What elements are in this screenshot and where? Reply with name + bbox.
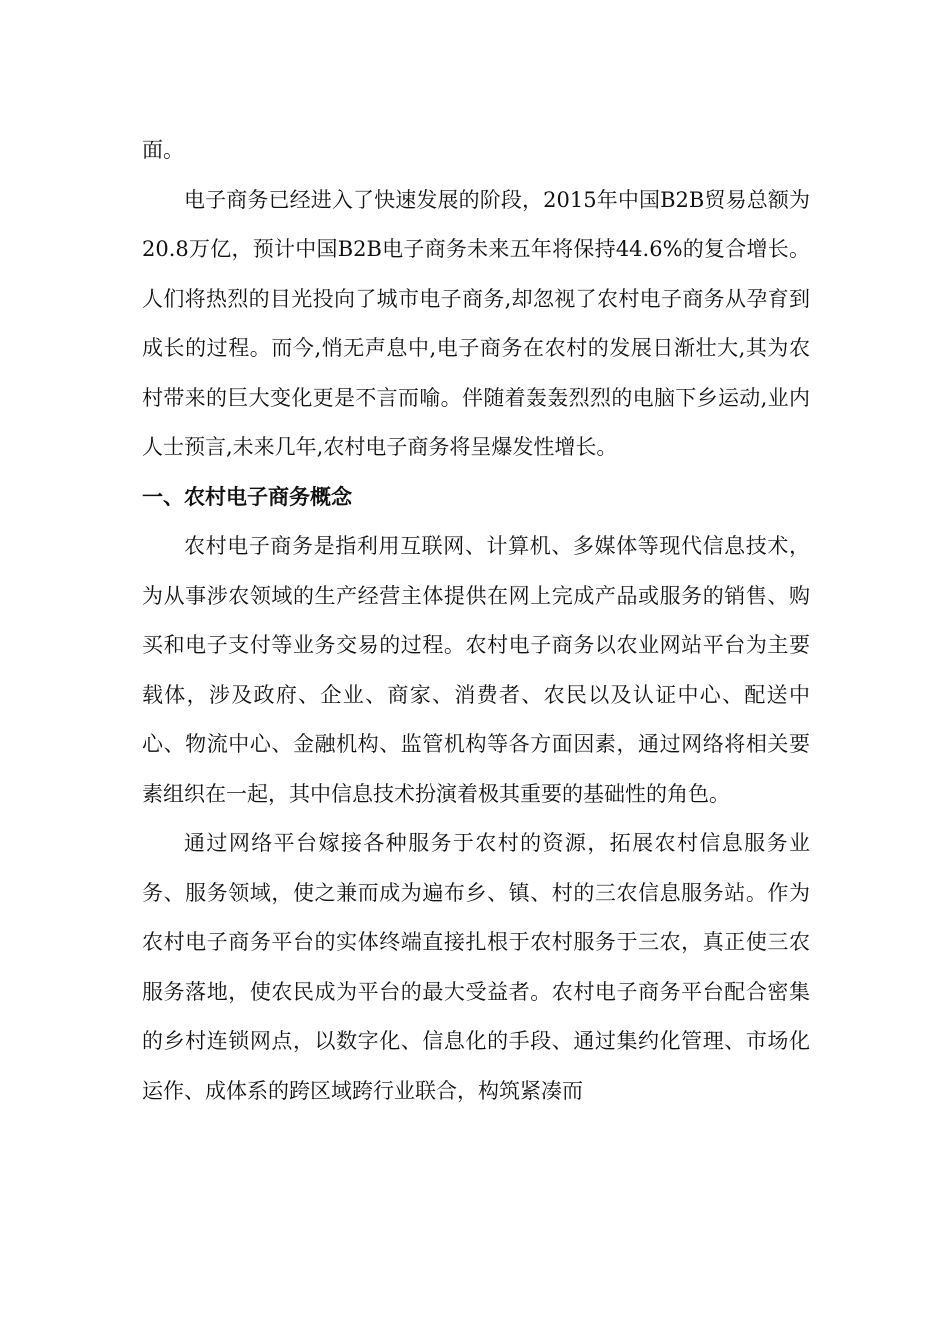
paragraph-ecommerce-growth: 电子商务已经进入了快速发展的阶段，2015年中国B2B贸易总额为20.8万亿，预计中国B2B电子商务未来五年将保持44.6%的复合增长。人们将热烈的目光投向了城市电子商务,却忽视了农村电子商务从孕育到成长的过程。而今,悄无声息中,电子商务在农村的发展日渐壮大,其为农村带来的巨大变化更是不言而喻。伴随着轰轰烈烈的电脑下乡运动,业内人士预言,未来几年,农村电子商务将呈爆发性增长。 <box>142 187 810 459</box>
continuation-text: 面。 <box>142 138 184 162</box>
section-heading: 一、农村电子商务概念 <box>142 484 352 509</box>
document-page <box>142 126 810 1116</box>
paragraph-rural-ecommerce-definition: 农村电子商务是指利用互联网、计算机、多媒体等现代信息技术，为从事涉农领域的生产经营主体提供在网上完成产品或服务的销售、购买和电子支付等业务交易的过程。农村电子商务以农业网站平台为主要载体，涉及政府、企业、商家、消费者、农民以及认证中心、配送中心、物流中心、金融机构、监管机构等各方面因素，通过网络将相关要素组织在一起，其中信息技术扮演着极其重要的基础性的角色。 <box>142 534 810 806</box>
paragraph-rural-service-platform: 通过网络平台嫁接各种服务于农村的资源，拓展农村信息服务业务、服务领域，使之兼而成为遍布乡、镇、村的三农信息服务站。作为农村电子商务平台的实体终端直接扎根于农村服务于三农，真正使三农服务落地，使农民成为平台的最大受益者。农村电子商务平台配合密集的乡村连锁网点，以数字化、信息化的手段、通过集约化管理、市场化运作、成体系的跨区域跨行业联合，构筑紧凑而 <box>142 831 810 1103</box>
